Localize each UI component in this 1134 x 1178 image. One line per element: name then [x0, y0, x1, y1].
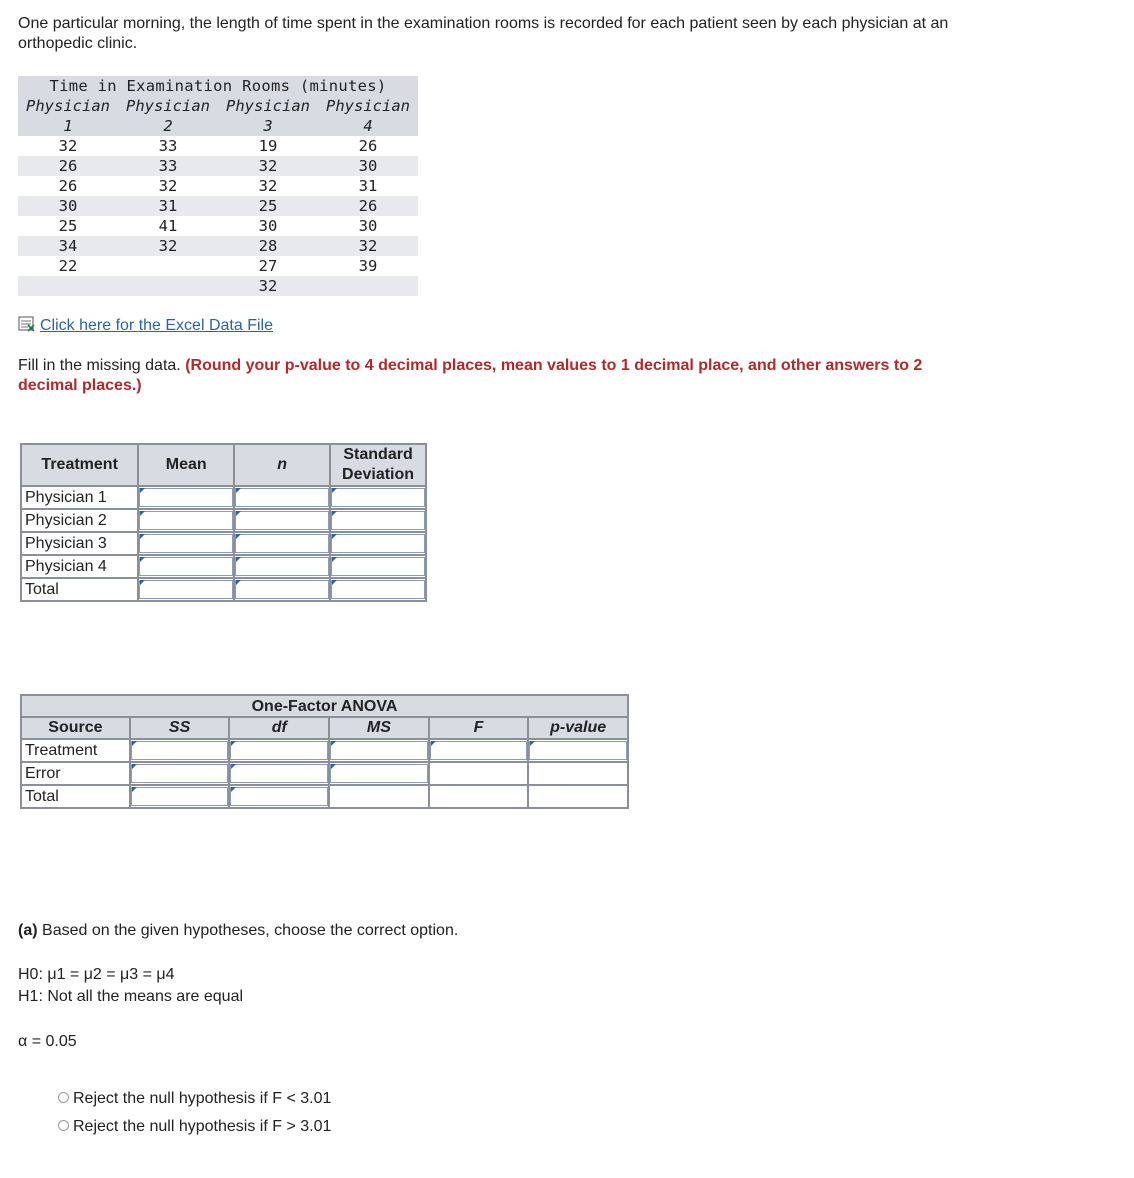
physician-number-3: 3 — [218, 116, 318, 136]
answer-marker-icon — [331, 741, 336, 746]
anova-header-source: Source — [21, 717, 130, 739]
data-cell: 32 — [218, 276, 318, 296]
f-cell[interactable] — [429, 739, 529, 762]
data-cell: 22 — [58, 257, 78, 275]
data-cell: 33 — [118, 156, 218, 176]
option-f-less-than[interactable] — [58, 1089, 331, 1109]
answer-marker-icon — [332, 534, 337, 539]
answer-marker-icon — [231, 787, 236, 792]
n-input[interactable] — [235, 511, 329, 530]
std-dev-cell[interactable] — [330, 509, 426, 532]
data-cell: 30 — [358, 217, 378, 235]
data-cell: 31 — [358, 177, 378, 195]
mean-cell[interactable] — [138, 532, 234, 555]
summary-row — [21, 555, 426, 578]
problem-intro: One particular morning, the length of time spent in the examination rooms is recorded for each patient seen by each physician at an orthopedic clinic. — [18, 15, 949, 52]
answer-marker-icon — [236, 580, 241, 585]
answer-marker-icon — [132, 787, 137, 792]
data-cell: 32 — [258, 177, 278, 195]
std-dev-cell[interactable] — [330, 486, 426, 509]
summary-row-label: Physician 1 — [21, 486, 138, 509]
data-cell: 25 — [58, 217, 78, 235]
summary-row-label: Physician 2 — [21, 509, 138, 532]
answer-marker-icon — [236, 534, 241, 539]
data-cell: 41 — [158, 217, 178, 235]
data-cell: 26 — [18, 156, 118, 176]
n-input[interactable] — [235, 557, 329, 576]
anova-empty — [429, 762, 529, 785]
summary-row-label: Physician 3 — [21, 532, 138, 555]
answer-marker-icon — [231, 764, 236, 769]
summary-table — [20, 443, 427, 602]
f-input[interactable] — [430, 741, 528, 760]
data-cell: 32 — [118, 236, 218, 256]
anova-rows — [21, 739, 628, 808]
df-cell[interactable] — [229, 739, 329, 762]
data-cell: 32 — [218, 156, 318, 176]
data-cell: 30 — [18, 196, 118, 216]
physician-header-2: Physician — [118, 96, 218, 116]
std-dev-cell[interactable] — [330, 532, 426, 555]
anova-header-ms: MS — [329, 717, 429, 739]
answer-marker-icon — [140, 511, 145, 516]
answer-marker-icon — [331, 764, 336, 769]
data-row — [18, 236, 418, 256]
std-dev-input[interactable] — [331, 557, 425, 576]
physician-header-3: Physician — [218, 96, 318, 116]
ss-input[interactable] — [131, 741, 229, 760]
std-dev-input[interactable] — [331, 511, 425, 530]
n-input[interactable] — [235, 534, 329, 553]
n-input[interactable] — [235, 580, 329, 599]
ss-cell[interactable] — [130, 762, 230, 785]
excel-data-link[interactable] — [18, 316, 273, 335]
physician-number-4: 4 — [318, 116, 418, 136]
data-cell: 39 — [358, 257, 378, 275]
answer-marker-icon — [332, 557, 337, 562]
answer-marker-icon — [140, 488, 145, 493]
part-a-label: (a) — [18, 922, 38, 939]
data-cell: 31 — [118, 196, 218, 216]
answer-marker-icon — [231, 741, 236, 746]
answer-marker-icon — [132, 764, 137, 769]
excel-link-text[interactable]: Click here for the Excel Data File — [40, 317, 273, 334]
mean-cell[interactable] — [138, 555, 234, 578]
summary-row-label: Physician 4 — [21, 555, 138, 578]
data-cell: 30 — [258, 217, 278, 235]
part-a-text: Based on the given hypotheses, choose the correct option. — [42, 922, 459, 939]
anova-header-p-value: p-value — [528, 717, 628, 739]
n-input[interactable] — [235, 488, 329, 507]
answer-marker-icon — [140, 580, 145, 585]
header-std-dev: Standard Deviation — [330, 444, 426, 486]
answer-marker-icon — [132, 741, 137, 746]
std-dev-cell[interactable] — [330, 578, 426, 601]
ms-cell[interactable] — [329, 762, 429, 785]
header-treatment: Treatment — [21, 444, 138, 486]
summary-row-label: Total — [21, 578, 138, 601]
anova-title: One-Factor ANOVA — [21, 695, 628, 717]
data-cell: 32 — [58, 137, 78, 155]
data-row — [18, 196, 418, 216]
mean-cell[interactable] — [138, 486, 234, 509]
df-input[interactable] — [230, 787, 328, 806]
anova-row-label: Total — [21, 785, 130, 808]
data-cell: 32 — [318, 236, 418, 256]
option-f-greater-than[interactable] — [58, 1117, 331, 1137]
exam-time-data-table — [18, 76, 418, 296]
physician-header-4: Physician — [318, 96, 418, 116]
alternative-hypothesis: H1: Not all the means are equal — [18, 988, 244, 1005]
anova-header-df: df — [229, 717, 329, 739]
summary-row — [21, 532, 426, 555]
answer-marker-icon — [236, 488, 241, 493]
summary-row — [21, 509, 426, 532]
ms-input[interactable] — [330, 764, 428, 783]
mean-cell[interactable] — [138, 578, 234, 601]
std-dev-input[interactable] — [331, 488, 425, 507]
physician-number-2: 2 — [118, 116, 218, 136]
answer-marker-icon — [140, 557, 145, 562]
summary-rows — [21, 486, 426, 601]
std-dev-input[interactable] — [331, 580, 425, 599]
df-cell[interactable] — [229, 785, 329, 808]
answer-marker-icon — [332, 488, 337, 493]
anova-header-f: F — [429, 717, 529, 739]
data-cell: 34 — [18, 236, 118, 256]
p-value-input[interactable] — [529, 741, 627, 760]
mean-input[interactable] — [139, 488, 233, 507]
n-cell[interactable] — [234, 578, 330, 601]
fill-prefix: Fill in the missing data. — [18, 357, 181, 374]
answer-marker-icon — [332, 580, 337, 585]
data-cell: 19 — [258, 137, 278, 155]
data-rows — [18, 136, 418, 296]
data-row — [18, 276, 418, 296]
mean-input[interactable] — [139, 557, 233, 576]
excel-file-icon — [18, 316, 36, 332]
data-cell — [118, 256, 218, 276]
summary-row — [21, 578, 426, 601]
data-cell: 33 — [158, 137, 178, 155]
fill-instructions — [18, 356, 958, 396]
ss-input[interactable] — [131, 787, 229, 806]
ms-cell[interactable] — [329, 739, 429, 762]
data-cell: 26 — [358, 137, 378, 155]
answer-marker-icon — [431, 741, 436, 746]
answer-marker-icon — [332, 511, 337, 516]
alpha-level: α = 0.05 — [18, 1033, 77, 1050]
ms-input[interactable] — [330, 741, 428, 760]
n-cell[interactable] — [234, 509, 330, 532]
data-row — [18, 156, 418, 176]
radio-button-2[interactable] — [58, 1120, 69, 1131]
mean-input[interactable] — [139, 580, 233, 599]
anova-row — [21, 739, 628, 762]
rounding-instruction: (Round your p-value to 4 decimal places, mean values to 1 decimal place, and other answers to 2 decimal places.) — [18, 357, 923, 394]
std-dev-cell[interactable] — [330, 555, 426, 578]
anova-empty — [528, 762, 628, 785]
summary-row — [21, 486, 426, 509]
anova-empty — [429, 785, 529, 808]
data-cell: 26 — [58, 177, 78, 195]
anova-empty — [528, 785, 628, 808]
anova-empty — [329, 785, 429, 808]
data-cell: 25 — [218, 196, 318, 216]
answer-marker-icon — [236, 511, 241, 516]
data-cell — [18, 276, 118, 296]
answer-marker-icon — [530, 741, 535, 746]
data-cell: 32 — [158, 177, 178, 195]
header-mean: Mean — [138, 444, 234, 486]
df-input[interactable] — [230, 741, 328, 760]
anova-table — [20, 694, 629, 809]
physician-header-1: Physician — [18, 96, 118, 116]
physician-number-1: 1 — [18, 116, 118, 136]
data-cell — [318, 276, 418, 296]
mean-input[interactable] — [139, 534, 233, 553]
ss-input[interactable] — [131, 764, 229, 783]
null-hypothesis: H0: μ1 = μ2 = μ3 = μ4 — [18, 966, 175, 983]
n-cell[interactable] — [234, 532, 330, 555]
answer-marker-icon — [140, 534, 145, 539]
part-a-question — [18, 920, 458, 942]
ss-cell[interactable] — [130, 785, 230, 808]
data-table-title: Time in Examination Rooms (minutes) — [18, 76, 418, 96]
data-cell: 27 — [258, 257, 278, 275]
data-row — [18, 176, 418, 196]
data-cell: 26 — [318, 196, 418, 216]
data-cell: 28 — [218, 236, 318, 256]
p-value-cell[interactable] — [528, 739, 628, 762]
header-n: n — [234, 444, 330, 486]
mean-cell[interactable] — [138, 509, 234, 532]
data-row — [18, 216, 418, 236]
mean-input[interactable] — [139, 511, 233, 530]
data-row — [18, 256, 418, 276]
anova-row-label: Treatment — [21, 739, 130, 762]
radio-button-1[interactable] — [58, 1092, 69, 1103]
answer-marker-icon — [236, 557, 241, 562]
anova-header-ss: SS — [130, 717, 230, 739]
n-cell[interactable] — [234, 555, 330, 578]
n-cell[interactable] — [234, 486, 330, 509]
df-input[interactable] — [230, 764, 328, 783]
std-dev-input[interactable] — [331, 534, 425, 553]
option-1-text[interactable]: Reject the null hypothesis if F < 3.01 — [73, 1090, 332, 1107]
anova-row — [21, 785, 628, 808]
data-row — [18, 136, 418, 156]
anova-row-label: Error — [21, 762, 130, 785]
data-cell — [118, 276, 218, 296]
df-cell[interactable] — [229, 762, 329, 785]
option-2-text[interactable]: Reject the null hypothesis if F > 3.01 — [73, 1118, 332, 1135]
anova-row — [21, 762, 628, 785]
ss-cell[interactable] — [130, 739, 230, 762]
data-cell: 30 — [318, 156, 418, 176]
